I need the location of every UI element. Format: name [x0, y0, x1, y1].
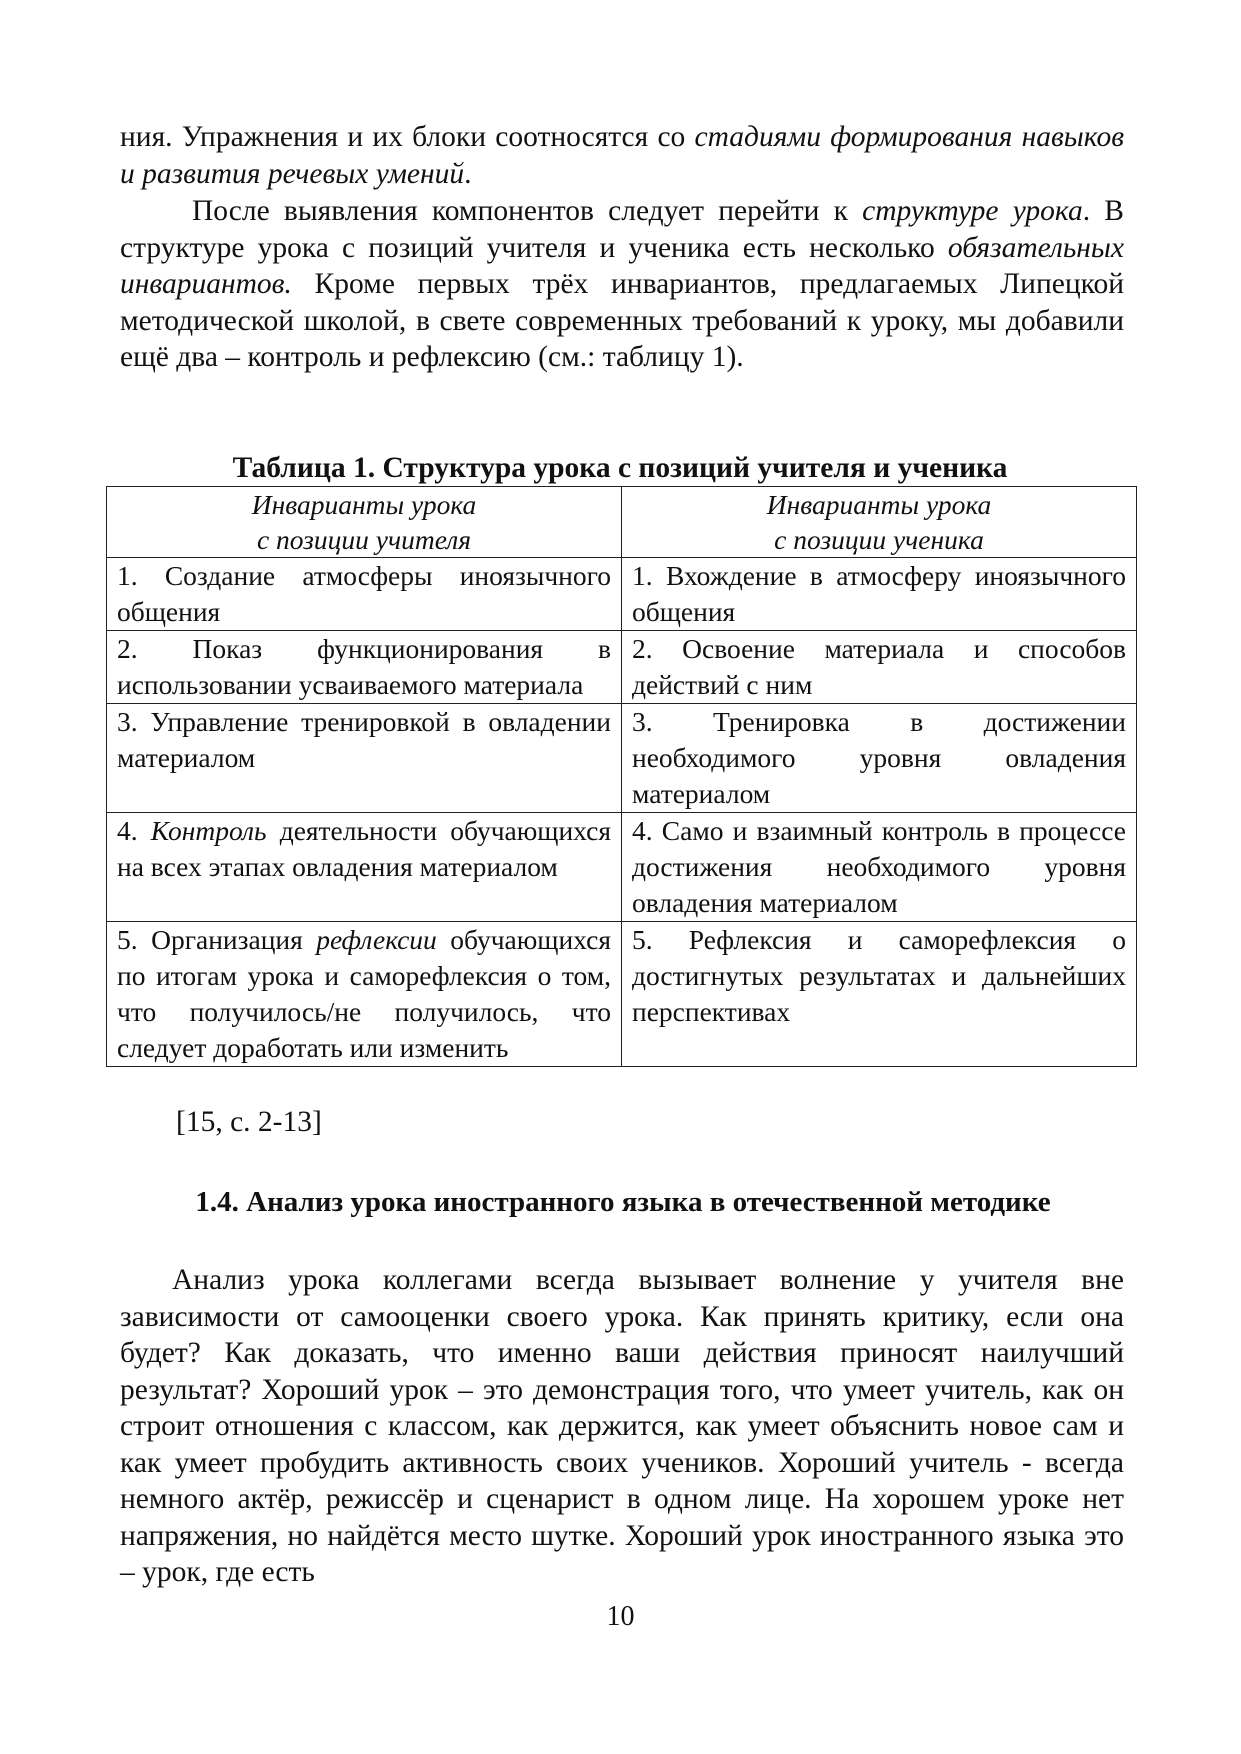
lesson-structure-table [106, 486, 1137, 1067]
cell-italic-reflection: рефлексии [316, 924, 437, 955]
paragraph-lesson-analysis [120, 1262, 1124, 1591]
table-row [107, 922, 1137, 1067]
cell-text-a: 4. [117, 815, 151, 846]
paragraph1-text-a: ния. Упражнения и их блоки соотносятся со [120, 121, 695, 153]
table-cell-student: 4. Само и взаимный контроль в процессе достижения необходимого уровня овладения материалом [622, 813, 1137, 922]
paragraph2-italic-invariants: обязательных инвариантов. [120, 231, 1124, 300]
table-cell-teacher: 3. Управление тренировкой в овладении материалом [107, 704, 622, 813]
paragraph3-text: Анализ урока коллегами всегда вызывает волнение у учителя вне зависимости от самооценки своего урока. Как принять критику, если она будет? Как доказать, что именно ваши действия приносят наилучший результат? Хороший урок – это демонстрация того, что умеет учитель, как он строит отношения с классом, как держится, как умеет объяснить новое сам и как умеет пробудить активность своих учеников. Хороший учитель - всегда немного актёр, режиссёр и сценарист в одном лице. На хорошем уроке нет напряжения, но найдётся место шутке. Хороший урок иностранного языка это – урок, где есть [120, 1264, 1124, 1588]
cell-text-a: 5. Организация [117, 924, 317, 955]
header-student-line2: с позиции ученика [774, 524, 984, 555]
paragraph-continuation [120, 119, 1124, 192]
header-teacher [107, 487, 622, 558]
header-student-line1: Инварианты урока [766, 489, 992, 520]
paragraph-structure-intro [120, 193, 1124, 376]
paragraph2-italic-structure: структуре урока [862, 195, 1083, 227]
table-reference: [15, с. 2-13] [176, 1106, 322, 1138]
header-teacher-line1: Инварианты урока [251, 489, 477, 520]
table-row [107, 558, 1137, 631]
table-cell-student: 2. Освоение материала и способов действий с ним [622, 631, 1137, 704]
page-number: 10 [606, 1601, 635, 1632]
table-header-row [107, 487, 1137, 558]
table-cell-teacher: 1. Создание атмосферы иноязычного общения [107, 558, 622, 631]
table-cell-teacher: 2. Показ функционирования в использовании усваиваемого материала [107, 631, 622, 704]
paragraph1-italic-phrase: стадиями формирования навыков и развития речевых умений [120, 121, 1125, 190]
table-cell-teacher [107, 813, 622, 922]
table-cell-teacher [107, 922, 622, 1067]
table-caption: Таблица 1. Структура урока с позиций учителя и ученика [232, 452, 1008, 484]
table-cell-student: 1. Вхождение в атмосферу иноязычного общения [622, 558, 1137, 631]
header-student [622, 487, 1137, 558]
paragraph1-text-c: . [464, 157, 472, 190]
section-heading: 1.4. Анализ урока иностранного языка в отечественной методике [195, 1186, 1051, 1218]
table-cell-student: 5. Рефлексия и саморефлексия о достигнутых результатах и дальнейших перспективах [622, 922, 1137, 1067]
cell-italic-control: Контроль [150, 815, 267, 846]
table-row [107, 631, 1137, 704]
table-row [107, 704, 1137, 813]
paragraph2-text-c: . В структуре урока с позиций учителя и ученика есть несколько [120, 195, 1124, 264]
table-row [107, 813, 1137, 922]
paragraph2-text-e: Кроме первых трёх инвариантов, предлагаемых Липецкой методической школой, в свете современных требований к уроку, мы добавили ещё два – контроль и рефлексию (см.: таблицу 1). [120, 268, 1124, 373]
header-teacher-line2: с позиции учителя [256, 524, 472, 555]
paragraph2-text-a: После выявления компонентов следует перейти к [192, 195, 863, 227]
cell-text-c: обучающихся по итогам урока и саморефлексия о том, что получилось/не получилось, что следует доработать или изменить [117, 924, 611, 1063]
table-cell-student: 3. Тренировка в достижении необходимого уровня овладения материалом [622, 704, 1137, 813]
cell-text-c: деятельности обучающихся на всех этапах овладения материалом [117, 815, 611, 882]
